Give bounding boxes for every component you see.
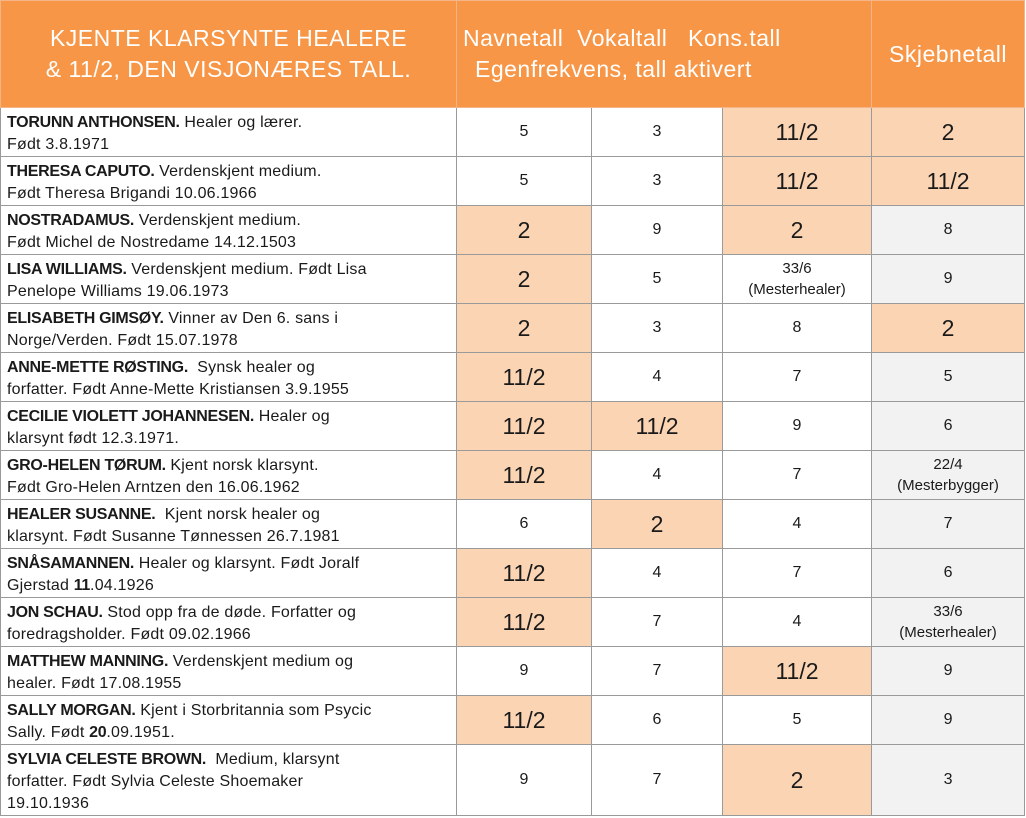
person-name: LISA WILLIAMS. <box>7 261 127 278</box>
navnetall-cell: 11/2 <box>457 451 592 500</box>
konstall-cell: 9 <box>723 402 872 451</box>
person-name: GRO-HELEN TØRUM. <box>7 457 166 474</box>
person-name: MATTHEW MANNING. <box>7 653 169 670</box>
navnetall-cell: 2 <box>457 255 592 304</box>
konstall-cell: 33/6 (Mesterhealer) <box>723 255 872 304</box>
person-name: THERESA CAPUTO. <box>7 163 155 180</box>
vokaltall-cell: 7 <box>592 598 723 647</box>
vokaltall-cell: 5 <box>592 255 723 304</box>
person-cell: ANNE-METTE RØSTING. Synsk healer og forfatter. Født Anne-Mette Kristiansen 3.9.1955 <box>1 353 457 402</box>
header-title: KJENTE KLARSYNTE HEALERE & 11/2, DEN VISJONÆRES TALL. <box>1 1 457 108</box>
vokaltall-cell: 2 <box>592 500 723 549</box>
skjebnetall-cell: 3 <box>872 745 1025 816</box>
person-cell: CECILIE VIOLETT JOHANNESEN. Healer og klarsynt født 12.3.1971. <box>1 402 457 451</box>
navnetall-cell: 5 <box>457 157 592 206</box>
person-name: CECILIE VIOLETT JOHANNESEN. <box>7 408 255 425</box>
skjebnetall-cell: 9 <box>872 255 1025 304</box>
skjebnetall-cell: 5 <box>872 353 1025 402</box>
table-row <box>1 696 1025 745</box>
konstall-cell: 2 <box>723 745 872 816</box>
skjebnetall-cell: 2 <box>872 304 1025 353</box>
vokaltall-cell: 3 <box>592 157 723 206</box>
navnetall-cell: 11/2 <box>457 353 592 402</box>
person-name: TORUNN ANTHONSEN. <box>7 114 180 131</box>
table-row <box>1 304 1025 353</box>
person-name: HEALER SUSANNE. <box>7 506 156 523</box>
konstall-cell: 11/2 <box>723 157 872 206</box>
konstall-cell: 8 <box>723 304 872 353</box>
navnetall-cell: 9 <box>457 647 592 696</box>
navnetall-cell: 9 <box>457 745 592 816</box>
table-row <box>1 500 1025 549</box>
vokaltall-cell: 7 <box>592 647 723 696</box>
skjebnetall-cell: 8 <box>872 206 1025 255</box>
vokaltall-cell: 11/2 <box>592 402 723 451</box>
person-name: JON SCHAU. <box>7 604 103 621</box>
konstall-cell: 5 <box>723 696 872 745</box>
konstall-cell: 7 <box>723 549 872 598</box>
skjebnetall-cell: 6 <box>872 549 1025 598</box>
navnetall-cell: 6 <box>457 500 592 549</box>
konstall-cell: 11/2 <box>723 108 872 157</box>
person-name: SALLY MORGAN. <box>7 702 136 719</box>
person-name: ANNE-METTE RØSTING. <box>7 359 188 376</box>
person-cell: TORUNN ANTHONSEN. Healer og lærer. Født 3.8.1971 <box>1 108 457 157</box>
table-row <box>1 108 1025 157</box>
person-cell: GRO-HELEN TØRUM. Kjent norsk klarsynt. Født Gro-Helen Arntzen den 16.06.1962 <box>1 451 457 500</box>
person-name: ELISABETH GIMSØY. <box>7 310 164 327</box>
person-cell: ELISABETH GIMSØY. Vinner av Den 6. sans i Norge/Verden. Født 15.07.1978 <box>1 304 457 353</box>
person-name: NOSTRADAMUS. <box>7 212 135 229</box>
konstall-cell: 4 <box>723 500 872 549</box>
person-cell: NOSTRADAMUS. Verdenskjent medium. Født Michel de Nostredame 14.12.1503 <box>1 206 457 255</box>
table-row <box>1 598 1025 647</box>
header-row <box>1 1 1025 108</box>
navnetall-cell: 5 <box>457 108 592 157</box>
skjebnetall-cell: 6 <box>872 402 1025 451</box>
skjebnetall-cell: 2 <box>872 108 1025 157</box>
konstall-cell: 7 <box>723 353 872 402</box>
vokaltall-cell: 4 <box>592 451 723 500</box>
konstall-cell: 4 <box>723 598 872 647</box>
navnetall-cell: 11/2 <box>457 696 592 745</box>
skjebnetall-cell: 22/4 (Mesterbygger) <box>872 451 1025 500</box>
vokaltall-cell: 3 <box>592 108 723 157</box>
person-cell: JON SCHAU. Stod opp fra de døde. Forfatter og foredragsholder. Født 09.02.1966 <box>1 598 457 647</box>
person-cell: SYLVIA CELESTE BROWN. Medium, klarsynt forfatter. Født Sylvia Celeste Shoemaker 19.10.1936 <box>1 745 457 816</box>
person-cell: MATTHEW MANNING. Verdenskjent medium og healer. Født 17.08.1955 <box>1 647 457 696</box>
table-row <box>1 549 1025 598</box>
navnetall-cell: 2 <box>457 304 592 353</box>
skjebnetall-cell: 9 <box>872 696 1025 745</box>
skjebnetall-cell: 9 <box>872 647 1025 696</box>
vokaltall-cell: 3 <box>592 304 723 353</box>
konstall-cell: 7 <box>723 451 872 500</box>
vokaltall-cell: 4 <box>592 549 723 598</box>
skjebnetall-cell: 33/6 (Mesterhealer) <box>872 598 1025 647</box>
skjebnetall-cell: 11/2 <box>872 157 1025 206</box>
skjebnetall-cell: 7 <box>872 500 1025 549</box>
navnetall-cell: 11/2 <box>457 598 592 647</box>
vokaltall-cell: 7 <box>592 745 723 816</box>
vokaltall-cell: 9 <box>592 206 723 255</box>
person-cell: HEALER SUSANNE. Kjent norsk healer og klarsynt. Født Susanne Tønnessen 26.7.1981 <box>1 500 457 549</box>
table-row <box>1 745 1025 816</box>
person-cell: SALLY MORGAN. Kjent i Storbritannia som Psycic Sally. Født 20.09.1951. <box>1 696 457 745</box>
table-row <box>1 451 1025 500</box>
navnetall-cell: 11/2 <box>457 402 592 451</box>
navnetall-cell: 2 <box>457 206 592 255</box>
header-skjebnetall: Skjebnetall <box>872 1 1025 108</box>
person-name: SYLVIA CELESTE BROWN. <box>7 751 207 768</box>
header-numbers: Navnetall Vokaltall Kons.tall Egenfrekvens, tall aktivert <box>457 1 872 108</box>
person-name: SNÅSAMANNEN. <box>7 555 135 572</box>
person-cell: SNÅSAMANNEN. Healer og klarsynt. Født Joralf Gjerstad 11.04.1926 <box>1 549 457 598</box>
person-cell: LISA WILLIAMS. Verdenskjent medium. Født Lisa Penelope Williams 19.06.1973 <box>1 255 457 304</box>
konstall-cell: 2 <box>723 206 872 255</box>
vokaltall-cell: 4 <box>592 353 723 402</box>
table-row <box>1 255 1025 304</box>
table-row <box>1 157 1025 206</box>
person-cell: THERESA CAPUTO. Verdenskjent medium. Født Theresa Brigandi 10.06.1966 <box>1 157 457 206</box>
table-row <box>1 647 1025 696</box>
konstall-cell: 11/2 <box>723 647 872 696</box>
table-row <box>1 402 1025 451</box>
vokaltall-cell: 6 <box>592 696 723 745</box>
table-row <box>1 353 1025 402</box>
table-row <box>1 206 1025 255</box>
navnetall-cell: 11/2 <box>457 549 592 598</box>
